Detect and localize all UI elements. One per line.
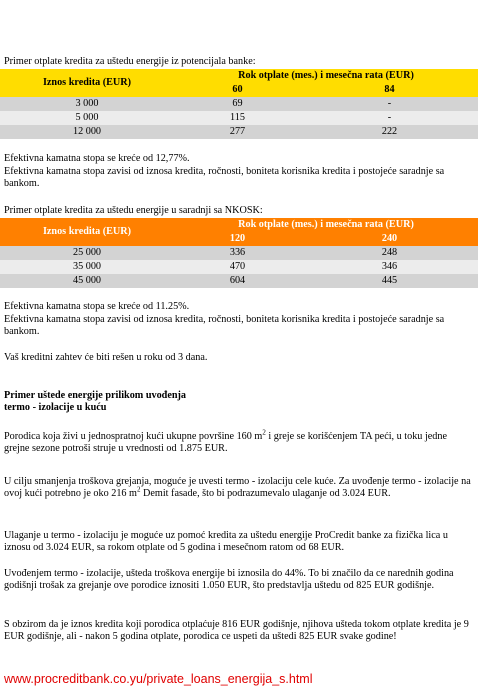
table-row xyxy=(0,260,478,274)
example-heading-line: Primer uštede energije prilikom uvođenja xyxy=(4,390,187,401)
cell-rate: 277 xyxy=(229,125,246,137)
superscript: 2 xyxy=(137,486,141,495)
cell-rate: 470 xyxy=(229,260,246,272)
cell-rate: 346 xyxy=(381,260,398,272)
table-row xyxy=(0,274,478,288)
paragraph-text: U cilju smanjenja troškova grejanja, moguće je uvesti termo - izolaciju cele kuće. Za uvođenje termo - izolacije na ovoj kući potrebno je oko 216 m xyxy=(4,476,471,500)
section1-title: Primer otplate kredita za uštedu energije iz potencijala banke: xyxy=(4,56,256,67)
interest-note: Efektivna kamatna stopa se kreće od 11.25%. xyxy=(4,301,190,312)
paragraph-text: Demit fasade, što bi podrazumevalo ulaganje od 3.024 EUR. xyxy=(140,488,391,500)
col-header-term: 240 xyxy=(381,232,398,244)
source-url[interactable]: www.procreditbank.co.yu/private_loans_energija_s.html xyxy=(4,672,313,686)
cell-rate: 222 xyxy=(381,125,398,137)
interest-note-detail: Efektivna kamatna stopa zavisi od iznosa kredita, ročnosti, boniteta korisnika kredita i postojeće saradnje sa bankom. xyxy=(4,166,445,190)
table-row xyxy=(0,246,478,260)
superscript: 2 xyxy=(262,428,266,437)
paragraph-1 xyxy=(4,428,472,456)
cell-rate: - xyxy=(387,111,392,123)
cell-amount: 3 000 xyxy=(75,97,99,109)
col-header-term-group: Rok otplate (mes.) i mesečna rata (EUR) xyxy=(238,69,414,81)
paragraph-2 xyxy=(4,476,472,501)
col-header-term: 84 xyxy=(384,83,395,95)
paragraph-text: Porodica koja živi u jednospratnoj kući ukupne površine 160 m xyxy=(4,431,263,442)
loan-table-bank xyxy=(0,69,478,139)
cell-amount: 12 000 xyxy=(72,125,101,137)
cell-rate: 115 xyxy=(230,111,245,123)
col-header-term: 120 xyxy=(229,232,246,244)
cell-rate: 69 xyxy=(232,97,243,109)
cell-rate: 336 xyxy=(229,246,246,258)
col-header-term: 60 xyxy=(232,83,243,95)
decision-note: Vaš kreditni zahtev će biti rešen u roku od 3 dana. xyxy=(4,352,208,363)
table-row xyxy=(0,111,478,125)
cell-amount: 25 000 xyxy=(72,246,101,258)
paragraph-text: i greje se korišćenjem TA peći, u toku jedne grejne sezone potroši struje u vrednosti od 1.875 EUR. xyxy=(4,431,448,455)
paragraph-4: Uvođenjem termo - izolacije, ušteda troškova energije bi iznosila do 44%. To bi značilo da ce narednih godina godišnji trošak za grejanje ove porodice iznositi 1.050 EUR, što predstavlja uštedu od 825 EUR godišnje. xyxy=(4,568,454,592)
cell-rate: 604 xyxy=(229,274,246,286)
col-header-amount: Iznos kredita (EUR) xyxy=(42,225,132,237)
cell-amount: 5 000 xyxy=(75,111,99,123)
table-row xyxy=(0,97,478,111)
interest-note: Efektivna kamatna stopa se kreće od 12,77%. xyxy=(4,153,190,164)
cell-rate: 445 xyxy=(381,274,398,286)
paragraph-5: S obzirom da je iznos kredita koji porodica otplaćuje 816 EUR godišnje, njihova ušteda tokom otplate kredita je 9 EUR godišnje, ali - nakon 5 godina otplate, porodica ce uspeti da uštedi 825 EUR svake godine! xyxy=(4,619,469,643)
interest-note-detail: Efektivna kamatna stopa zavisi od iznosa kredita, ročnosti, boniteta korisnika kredita i postojeće saradnje sa bankom. xyxy=(4,314,445,338)
paragraph-3: Ulaganje u termo - izolaciju je moguće uz pomoć kredita za uštedu energije ProCredit banke za fizička lica u iznosu od 3.024 EUR, sa rokom otplate od 5 godina i mesečnom ratom od 68 EUR. xyxy=(4,530,448,554)
loan-table-nkosk xyxy=(0,218,478,288)
section2-title: Primer otplate kredita za uštedu energije u saradnji sa NKOSK: xyxy=(4,205,263,216)
table-row xyxy=(0,125,478,139)
example-heading xyxy=(4,390,472,415)
cell-amount: 35 000 xyxy=(72,260,101,272)
col-header-amount: Iznos kredita (EUR) xyxy=(42,76,132,88)
cell-amount: 45 000 xyxy=(72,274,101,286)
cell-rate: - xyxy=(387,97,392,109)
example-heading-line: termo - izolacije u kuću xyxy=(4,402,107,414)
cell-rate: 248 xyxy=(381,246,398,258)
col-header-term-group: Rok otplate (mes.) i mesečna rata (EUR) xyxy=(238,218,414,230)
